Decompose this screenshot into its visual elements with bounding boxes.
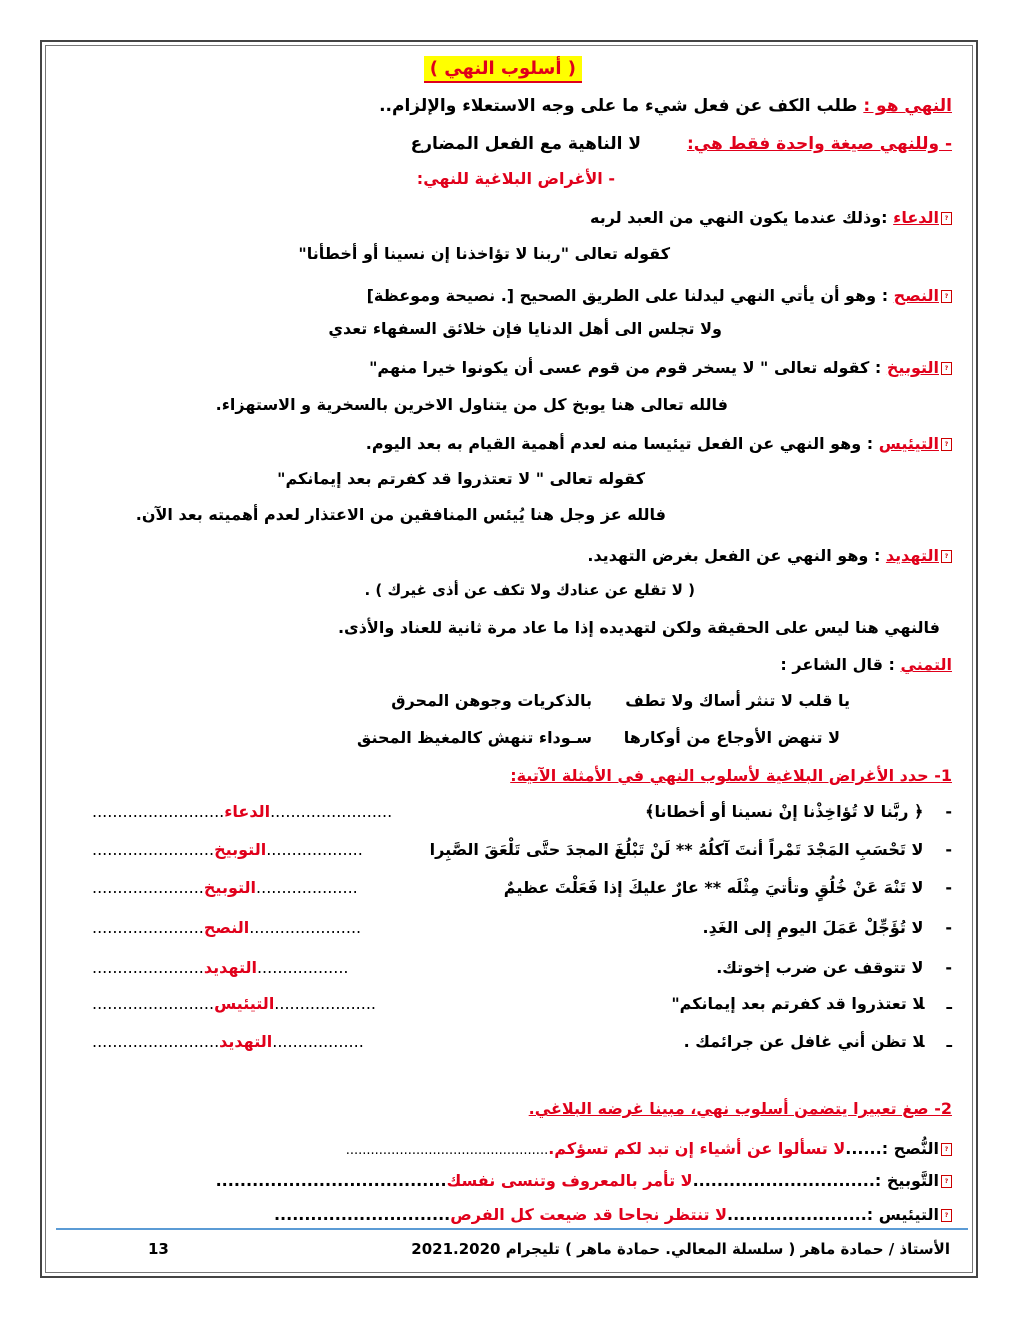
poem-line-2-left: سـوداء تنهش كالمغيظ المحنق (357, 728, 592, 747)
bullet: - (945, 918, 952, 937)
answer-dots: .......................... (92, 802, 225, 821)
exercise2-answer: لا تسألوا عن أشياء إن تبد لكم تسؤكم. (548, 1139, 846, 1158)
answer-dots: ...................... (92, 958, 204, 977)
exercise1-item (92, 840, 952, 864)
question-text: لا تتوقف عن ضرب إخوتك. (716, 958, 924, 977)
exercise1-item (92, 802, 952, 826)
exercise1-item (92, 994, 952, 1018)
question-text: لا تُؤَجِّلْ عَمَلَ اليومِ إلى الغَدِ. (702, 918, 924, 937)
purpose-taysees-example: كقوله تعالى " لا تعتذروا قد كفرتم بعد إيمانكم" (277, 469, 645, 488)
bullet: - (945, 958, 952, 977)
form-text: لا الناهية مع الفعل المضارع (410, 134, 642, 154)
definition-line (379, 95, 952, 117)
answer-dots: ................... (266, 840, 363, 859)
exercise2-item-2: ?التَّوبيخ :..............................لا تأمر بالمعروف وتنسى نفسك...................................... (216, 1170, 952, 1192)
page-number: 13 (148, 1240, 169, 1258)
purpose-tahdeed-label: التهديد (885, 546, 939, 565)
checkbox-icon: ? (941, 362, 952, 375)
purpose-nush (367, 285, 952, 307)
exercise1-question (684, 1032, 952, 1051)
purpose-tahdeed-example: ( لا تقلع عن عنادك ولا تكف عن أذى غيرك ) . (364, 581, 695, 599)
checkbox-icon: ? (941, 438, 952, 451)
form-line (411, 133, 952, 155)
exercise2-item-1: ?النُّصح :......لا تسألوا عن أشياء إن تبد لكم تسؤكم.................................................. (346, 1138, 952, 1162)
poem-line-1-right: يا قلب لا تنثر أساك ولا تطف (625, 691, 850, 710)
footer-divider (56, 1228, 968, 1230)
checkbox-icon: ? (941, 1143, 952, 1156)
bullet: - (945, 878, 952, 897)
footer-text: الأستاذ / حمادة ماهر ( سلسلة المعالي. حمادة ماهر ) تليجرام 2021.2020 (411, 1240, 950, 1258)
purpose-tamanni-label: التمني (900, 655, 952, 674)
checkbox-icon: ? (941, 1209, 952, 1222)
exercise1-question (504, 878, 952, 897)
purpose-tawbikh-label: التوبيخ (886, 358, 939, 377)
checkbox-icon: ? (941, 290, 952, 303)
exercise1-item (92, 1032, 952, 1056)
exercise1-answer-line (92, 878, 358, 897)
exercise1-item (92, 878, 952, 902)
exercise1-item (92, 918, 952, 942)
exercise2-answer: لا تأمر بالمعروف وتنسى نفسك (446, 1171, 693, 1190)
answer-dots: .................... (274, 994, 377, 1013)
exercise1-question (703, 918, 953, 937)
answer-purpose: التوبيخ (203, 878, 257, 897)
answer-dots: ........................ (270, 802, 393, 821)
exercise1-heading: 1- حدد الأغراض البلاغية لأسلوب النهي في الأمثلة الآتية: (510, 766, 952, 785)
purpose-taysees-desc: : وهو النهي عن الفعل تيئيسا منه لعدم أهمية القيام به بعد اليوم. (365, 434, 874, 453)
purpose-tawbikh (369, 357, 952, 379)
purpose-nush-example: ولا تجلس الى أهل الدنايا فإن خلائق السفهاء تعدي (328, 319, 722, 338)
purpose-dua-example: كقوله تعالى "ربنا لا تؤاخذنا إن نسينا أو أخطأنا" (298, 244, 670, 263)
purposes-heading: - الأغراض البلاغية للنهي: (416, 169, 615, 188)
bullet: ـ (946, 1032, 952, 1051)
bullet: - (945, 840, 952, 859)
purpose-dua-desc: :وذلك عندما يكون النهي من العبد لربه (590, 208, 888, 227)
exercise1-answer-line (92, 840, 363, 859)
exercise1-answer-line (92, 994, 376, 1013)
answer-purpose: التوبيخ (214, 840, 267, 859)
answer-purpose: التيئيس (214, 994, 275, 1013)
definition-text: طلب الكف عن فعل شيء ما على وجه الاستعلاء والإلزام.. (379, 96, 858, 116)
purpose-taysees-label: التيئيس (878, 434, 939, 453)
purpose-tawbikh-example: فالله تعالى هنا يوبخ كل من يتناول الاخرين بالسخرية و الاستهزاء. (215, 395, 728, 414)
page-title: ( أسلوب النهي ) (424, 58, 582, 80)
answer-dots: ...................... (92, 918, 204, 937)
answer-purpose: الدعاء (224, 802, 271, 821)
answer-dots: ......................... (92, 1032, 220, 1051)
answer-dots: .................... (256, 878, 358, 897)
poem-line-2-right: لا تنهض الأوجاع من أوكارها (623, 728, 840, 747)
question-text: لا تَنْهَ عَنْ خُلُقٍ وتأتيَ مِثْلَه ** عارٌ عليكَ إذا فَعَلْتَ عظيمٌ (503, 878, 924, 897)
exercise1-answer-line (92, 802, 392, 821)
answer-purpose: التهديد (203, 958, 257, 977)
answer-dots: ........................ (92, 994, 215, 1013)
exercise1-answer-line (92, 918, 361, 937)
exercise2-answer: لا تنتظر نجاحا قد ضيعت كل الفرص (450, 1205, 727, 1224)
purpose-dua (590, 207, 952, 229)
answer-dots: ...................... (92, 878, 204, 897)
checkbox-icon: ? (941, 1175, 952, 1188)
checkbox-icon: ? (941, 550, 952, 563)
poem-line-1-left: بالذكريات وجوهن المحرق (391, 691, 592, 710)
exercise2-heading: 2- صغ تعبيرا يتضمن أسلوب نهي، مبينا غرضه البلاغي. (528, 1099, 952, 1118)
purpose-nush-label: النصح (893, 286, 939, 305)
answer-dots: .................. (256, 958, 349, 977)
exercise1-question (645, 802, 952, 821)
form-label: - وللنهي صيغة واحدة فقط هي: (686, 134, 952, 154)
purpose-tamanni (780, 654, 952, 676)
exercise1-question (430, 840, 952, 859)
answer-purpose: النصح (203, 918, 250, 937)
exercise1-answer-line (92, 1032, 364, 1051)
exercise1-item (92, 958, 952, 982)
purpose-tahdeed-desc: : وهو النهي عن الفعل بغرض التهديد. (587, 546, 881, 565)
exercise1-question (671, 994, 952, 1013)
purpose-tawbikh-desc: : كقوله تعالى " لا يسخر قوم من قوم عسى أن يكونوا خيرا منهم" (369, 358, 882, 377)
definition-label: النهي هو : (863, 96, 952, 116)
purpose-tamanni-desc: : قال الشاعر : (780, 655, 895, 674)
purpose-taysees-explain: فالله عز وجل هنا يُيئس المنافقين من الاعتذار لعدم أهميته بعد الآن. (135, 505, 666, 524)
purpose-taysees (366, 433, 952, 455)
exercise1-answer-line (92, 958, 349, 977)
purpose-tahdeed-explain: فالنهي هنا ليس على الحقيقة ولكن لتهديده إذا ما عاد مرة ثانية للعناد والأذى. (337, 618, 940, 637)
purpose-tahdeed (587, 545, 952, 567)
question-text: ﴿ ربَّنا لا تُؤاخِذْنا إنْ نسينا أو أخطانا﴾ (645, 802, 924, 821)
answer-purpose: التهديد (219, 1032, 273, 1051)
answer-dots: ........................ (92, 840, 215, 859)
question-text: لا تَحْسَبِ المَجْدَ تَمْراً أنتَ آكلُهُ ** لَنْ تَبْلُغَ المجدَ حتَّى تَلْعَقَ الصَّبِرا (429, 840, 924, 859)
purpose-dua-label: الدعاء (893, 208, 939, 227)
question-text: لا تظن أني غافل عن جرائمك . (683, 1032, 925, 1051)
bullet: - (945, 802, 952, 821)
answer-dots: .................. (272, 1032, 364, 1051)
question-text: لا تعتذروا قد كفرتم بعد إيمانكم" (671, 994, 925, 1013)
exercise1-question (716, 958, 952, 977)
exercise2-item-3: ?التيئيس :.......................لا تنتظر نجاحا قد ضيعت كل الفرص............................. (274, 1204, 952, 1226)
purpose-nush-desc: : وهو أن يأتي النهي ليدلنا على الطريق الصحيح [. نصيحة وموعظة] (366, 286, 889, 305)
bullet: ـ (946, 994, 952, 1013)
answer-dots: ...................... (249, 918, 362, 937)
checkbox-icon: ? (941, 212, 952, 225)
